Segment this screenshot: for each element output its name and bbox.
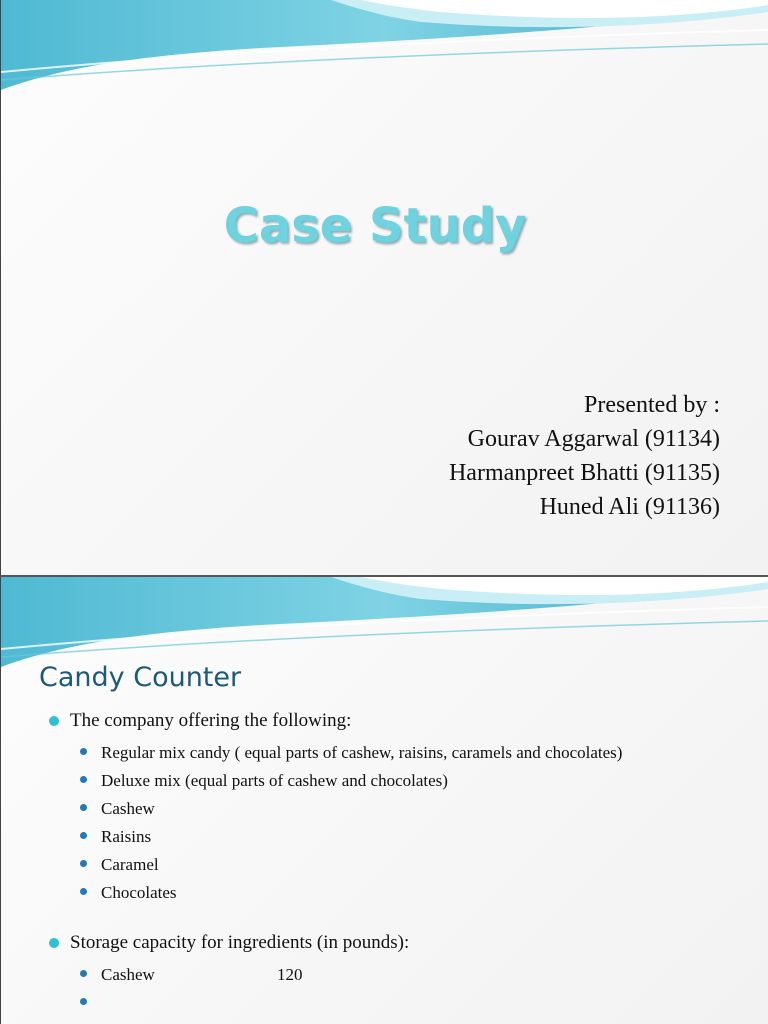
bullet-icon [80, 970, 87, 977]
header-wave-decoration [1, 0, 768, 95]
bullet-icon [80, 860, 87, 867]
bullet-text: Chocolates [101, 883, 177, 902]
presenter-name: Huned Ali (91136) [539, 494, 720, 520]
bullet-icon [80, 998, 87, 1005]
bullet-level2 [80, 963, 749, 986]
presenter-name: Gourav Aggarwal (91134) [467, 426, 720, 452]
presented-by-label: Presented by : [584, 392, 720, 418]
bullet-level1 [49, 709, 749, 733]
bullet-level2 [80, 741, 749, 764]
bullet-text: Cashew [101, 799, 155, 818]
slide-title: Candy Counter [39, 662, 242, 693]
bullet-text: Regular mix candy ( equal parts of cashew, raisins, caramels and chocolates) [101, 743, 623, 762]
bullet-level2 [80, 769, 749, 792]
bullet-icon [80, 804, 87, 811]
bullet-level2 [80, 797, 749, 820]
bullet-icon [80, 832, 87, 839]
presenter-name: Harmanpreet Bhatti (91135) [448, 460, 720, 486]
bullet-text: Storage capacity for ingredients (in pounds): [70, 932, 410, 953]
bullet-text: Caramel [101, 855, 159, 874]
bullet-text: Raisins [101, 827, 152, 846]
bullet-level1 [49, 931, 749, 955]
bullet-text: Deluxe mix (equal parts of cashew and chocolates) [101, 771, 448, 790]
bullet-icon [49, 938, 59, 948]
presenters-block [449, 388, 720, 524]
storage-row [101, 963, 749, 986]
bullet-icon [80, 888, 87, 895]
bullet-icon [80, 776, 87, 783]
slide-body [49, 709, 749, 991]
ingredient-capacity: 120 [277, 965, 303, 984]
header-wave-decoration [1, 577, 768, 672]
bullet-level2 [80, 853, 749, 876]
bullet-icon [80, 748, 87, 755]
bullet-text: The company offering the following: [70, 710, 352, 731]
bullet-level2 [80, 825, 749, 848]
bullet-icon [49, 716, 59, 726]
bullet-level2 [80, 881, 749, 904]
ingredient-name: Cashew [101, 965, 155, 984]
candy-counter-slide [0, 577, 768, 1024]
slide-title: Case Study [223, 198, 527, 254]
